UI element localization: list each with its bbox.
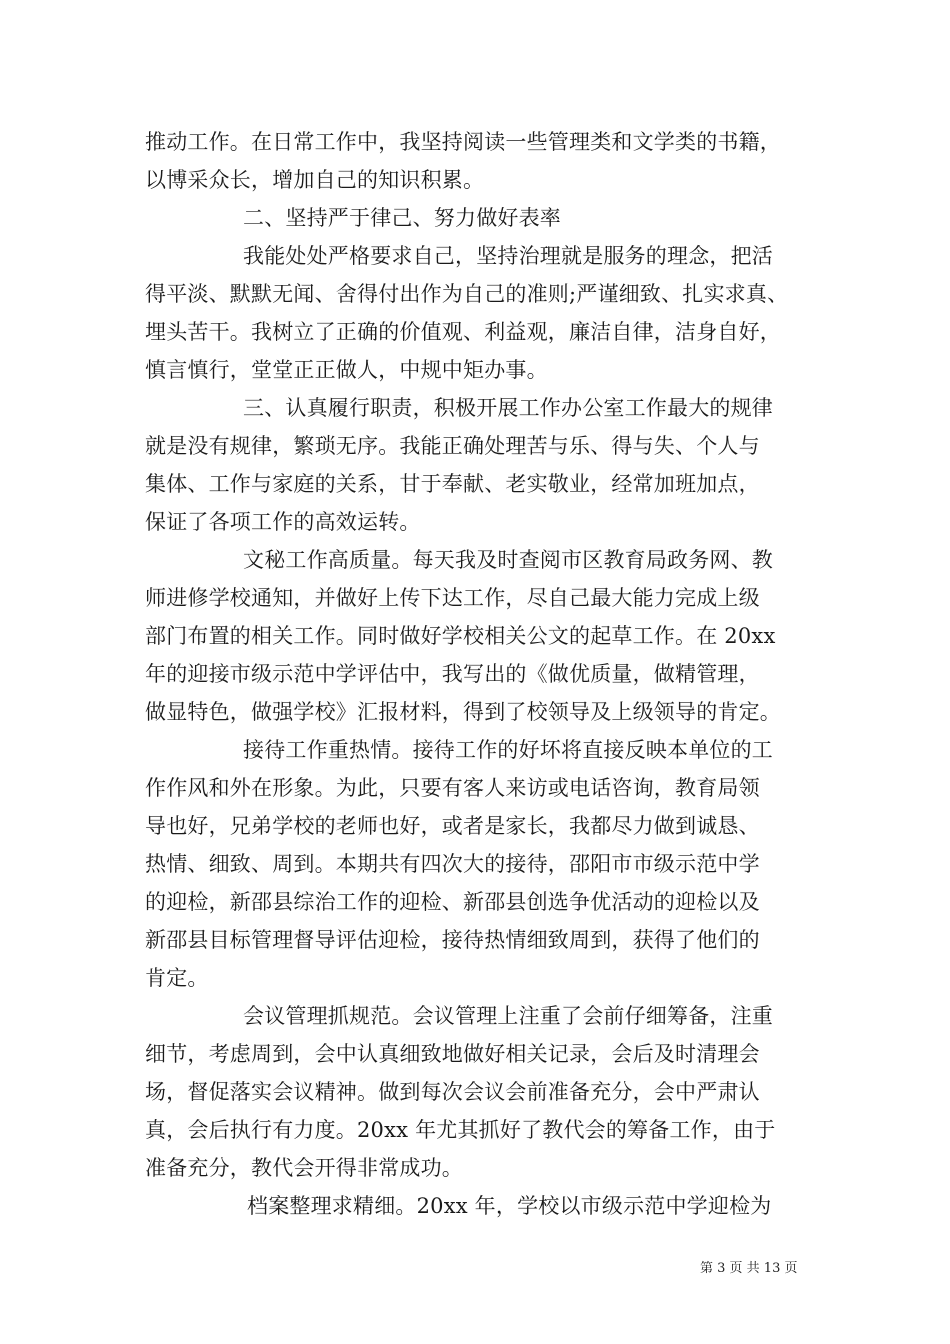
text-line: 以博采众长，增加自己的知识积累。 <box>145 168 485 192</box>
text-line: 推动工作。在日常工作中，我坚持阅读一些管理类和文学类的书籍， <box>145 130 781 154</box>
text-line: 做显特色，做强学校》汇报材料，得到了校领导及上级领导的肯定。 <box>145 700 781 724</box>
text-line: 细节，考虑周到，会中认真细致地做好相关记录，会后及时清理会 <box>145 1042 760 1066</box>
text-line: 导也好，兄弟学校的老师也好，或者是家长，我都尽力做到诚恳、 <box>145 814 760 838</box>
text-line: 年的迎接市级示范中学评估中，我写出的《做优质量，做精管理， <box>145 662 760 686</box>
text-line: 我能处处严格要求自己，坚持治理就是服务的理念，把活 <box>243 244 773 268</box>
text-line: 集体、工作与家庭的关系，甘于奉献、老实敬业，经常加班加点， <box>145 472 760 496</box>
text-line: 新邵县目标管理督导评估迎检，接待热情细致周到，获得了他们的 <box>145 928 760 952</box>
page-indicator: 第 3 页 共 13 页 <box>700 1261 798 1276</box>
text-line: 肯定。 <box>145 966 209 990</box>
text-line: 档案整理求精细。20xx 年，学校以市级示范中学迎检为 <box>247 1194 772 1218</box>
text-line: 部门布置的相关工作。同时做好学校相关公文的起草工作。在 20xx <box>145 624 776 648</box>
text-line: 慎言慎行，堂堂正正做人，中规中矩办事。 <box>145 358 548 382</box>
section-heading: 三、认真履行职责，积极开展工作办公室工作最大的规律 <box>243 396 773 420</box>
text-line: 接待工作重热情。接待工作的好坏将直接反映本单位的工 <box>243 738 773 762</box>
text-line: 保证了各项工作的高效运转。 <box>145 510 421 534</box>
text-line: 师进修学校通知，并做好上传下达工作，尽自己最大能力完成上级 <box>145 586 760 610</box>
text-line: 就是没有规律，繁琐无序。我能正确处理苦与乐、得与失、个人与 <box>145 434 760 458</box>
text-line: 会议管理抓规范。会议管理上注重了会前仔细筹备，注重 <box>243 1004 773 1028</box>
text-line: 文秘工作高质量。每天我及时查阅市区教育局政务网、教 <box>243 548 773 572</box>
section-heading: 二、坚持严于律己、努力做好表率 <box>243 206 561 230</box>
text-line: 准备充分，教代会开得非常成功。 <box>145 1156 463 1180</box>
text-line: 场，督促落实会议精神。做到每次会议会前准备充分，会中严肃认 <box>145 1080 760 1104</box>
text-line: 作作风和外在形象。为此，只要有客人来访或电话咨询，教育局领 <box>145 776 760 800</box>
text-line: 的迎检，新邵县综治工作的迎检、新邵县创选争优活动的迎检以及 <box>145 890 760 914</box>
text-line: 热情、细致、周到。本期共有四次大的接待，邵阳市市级示范中学 <box>145 852 760 876</box>
text-line: 得平淡、默默无闻、舍得付出作为自己的准则;严谨细致、扎实求真、 <box>145 282 789 306</box>
text-line: 埋头苦干。我树立了正确的价值观、利益观，廉洁自律，洁身自好， <box>145 320 781 344</box>
text-line: 真，会后执行有力度。20xx 年尤其抓好了教代会的筹备工作，由于 <box>145 1118 776 1142</box>
